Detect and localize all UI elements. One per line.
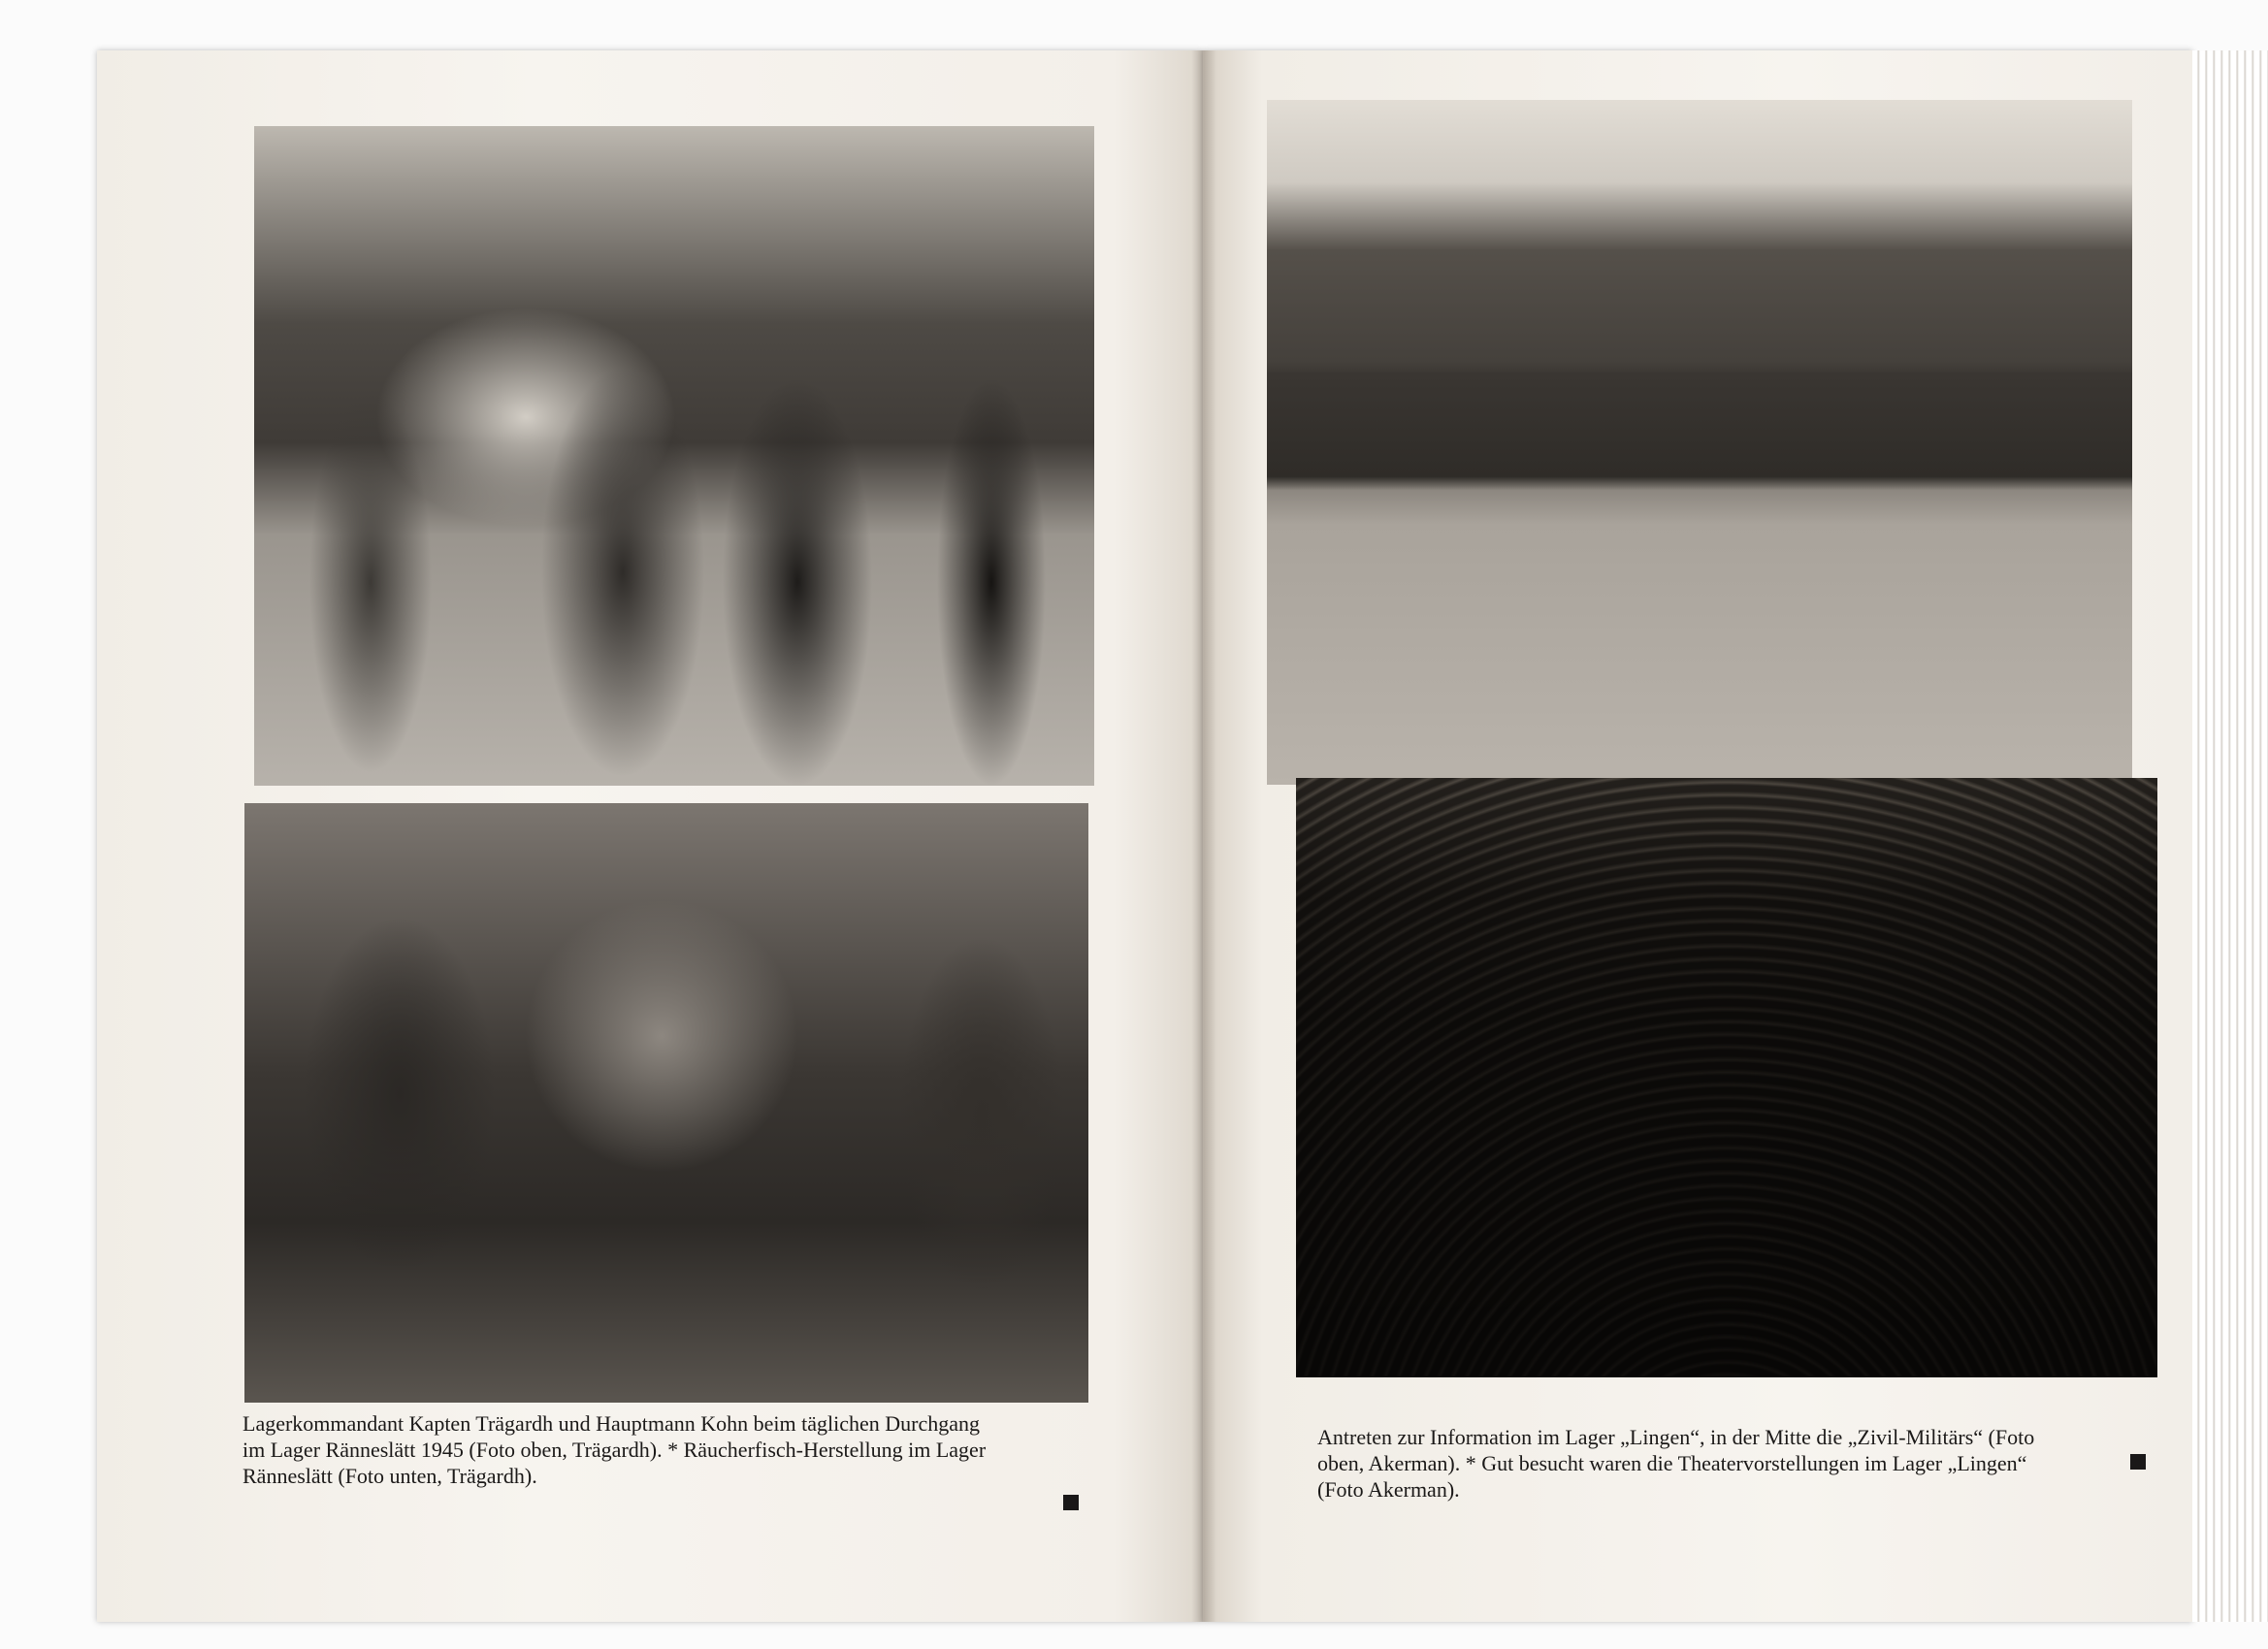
caption-line: Antreten zur Information im Lager „Lingen“, in der Mitte die „Zivil-Militärs“ (Foto	[1317, 1425, 2035, 1449]
photo-lineup	[1267, 100, 2132, 785]
photo-fish-smoking	[244, 803, 1088, 1403]
page-edges	[2192, 50, 2268, 1622]
right-page-caption	[1317, 1424, 2152, 1503]
photo-theater-crowd	[1296, 778, 2157, 1377]
book-gutter	[1191, 50, 1216, 1622]
caption-line: (Foto Akerman).	[1317, 1477, 1460, 1502]
end-mark-square	[1063, 1495, 1079, 1510]
photo-officers-camp	[254, 126, 1094, 786]
caption-line: oben, Akerman). * Gut besucht waren die Theatervorstellungen im Lager „Lingen“	[1317, 1451, 2027, 1475]
end-mark-square	[2130, 1454, 2146, 1470]
caption-line: Ränneslätt (Foto unten, Trägardh).	[243, 1464, 537, 1488]
caption-line: Lagerkommandant Kapten Trägardh und Hauptmann Kohn beim täglichen Durchgang	[243, 1411, 981, 1436]
left-page-caption	[243, 1410, 1086, 1489]
caption-line: im Lager Ränneslätt 1945 (Foto oben, Trägardh). * Räucherfisch-Herstellung im Lager	[243, 1438, 987, 1462]
